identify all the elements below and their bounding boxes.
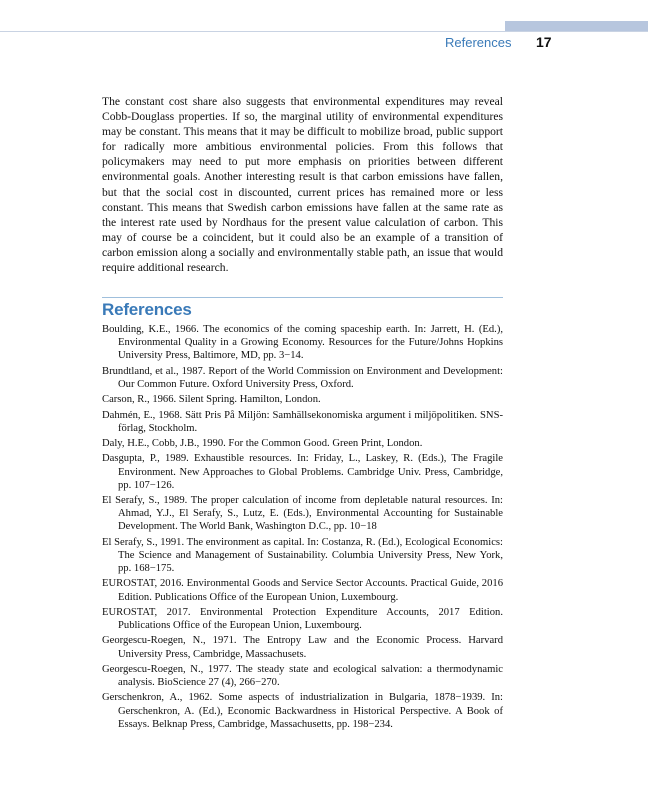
- references-heading: References: [102, 300, 192, 319]
- reference-item: El Serafy, S., 1991. The environment as capital. In: Costanza, R. (Ed.), Ecological Economics: The Science and Management of Sustainability. Columbia University Press, New York, pp. 168−175.: [102, 536, 503, 575]
- section-divider: [102, 297, 503, 298]
- reference-item: El Serafy, S., 1989. The proper calculation of income from depletable natural resources. In: Ahmad, Y.J., El Serafy, S., Lutz, E. (Eds.), Environmental Accounting for Sustainable Development. The World Bank, Washington D.C., pp. 10−18: [102, 495, 503, 533]
- reference-item: EUROSTAT, 2016. Environmental Goods and Service Sector Accounts. Practical Guide, 2016 Edition. Publications Office of the European Union, Luxembourg.: [102, 578, 503, 603]
- body-paragraph: The constant cost share also suggests that environmental expenditures may reveal Cobb-Douglass properties. If so, the marginal utility of environmental expenditures may be constant. This means that it may be difficult to mobilize broad, public support for radically more ambitious environmental policies. From this follows that policymakers may need to put more emphasis on priorities between different environmental goals. Another interesting result is that carbon emissions have fallen, but that the social cost in discounted, current prices has remained more or less constant. This means that Swedish carbon emissions have fallen at the same rate as the interest rate used by Nordhaus for the present value calculation of carbon. This may of course be a coincident, but it could also be an example of a transition of carbon emission along a socially and environmentally stable path, an issue that would require additional research.: [102, 95, 503, 275]
- reference-item: Georgescu-Roegen, N., 1977. The steady state and ecological salvation: a thermodynamic analysis. BioScience 27 (4), 266−270.: [102, 663, 503, 689]
- reference-item: EUROSTAT, 2017. Environmental Protection Expenditure Accounts, 2017 Edition. Publications Office of the European Union, Luxembourg.: [102, 606, 503, 632]
- page-number: 17: [536, 34, 552, 50]
- running-title: References: [445, 35, 512, 50]
- reference-item: Dasgupta, P., 1989. Exhaustible resources. In: Friday, L., Laskey, R. (Eds.), The Fragile Environment. New Approaches to Global Problems. Cambridge Univ. Press, Cambridge, pp. 107−126.: [102, 453, 503, 491]
- header-rule: [0, 31, 648, 32]
- reference-item: Carson, R., 1966. Silent Spring. Hamilton, London.: [102, 394, 321, 406]
- reference-item: Daly, H.E., Cobb, J.B., 1990. For the Common Good. Green Print, London.: [102, 438, 423, 449]
- reference-item: Georgescu-Roegen, N., 1971. The Entropy Law and the Economic Process. Harvard University Press, Cambridge, Massachusets.: [102, 635, 503, 660]
- reference-item: Brundtland, et al., 1987. Report of the World Commission on Environment and Development: Our Common Future. Oxford University Press, Oxford.: [102, 365, 503, 390]
- reference-item: Dahmén, E., 1968. Sätt Pris På Miljön: Samhällsekonomiska argument i miljöpolitiken. SNS-förlag, Stockholm.: [102, 409, 503, 434]
- header-accent-bar: [505, 21, 648, 31]
- reference-item: Gerschenkron, A., 1962. Some aspects of industrialization in Bulgaria, 1878−1939. In: Gerschenkron, A. (Ed.), Economic Backwardness in Historical Perspective. A Book of Essays. Belknap Press, Cambridge, Massachusetts, pp. 198−234.: [102, 692, 503, 730]
- reference-list: [102, 323, 503, 733]
- reference-item: Boulding, K.E., 1966. The economics of the coming spaceship earth. In: Jarrett, H. (Ed.), Environmental Quality in a Growing Economy. Resources for the Future/Johns Hopkins University Press, Baltimore, MD, pp. 3−14.: [102, 324, 503, 362]
